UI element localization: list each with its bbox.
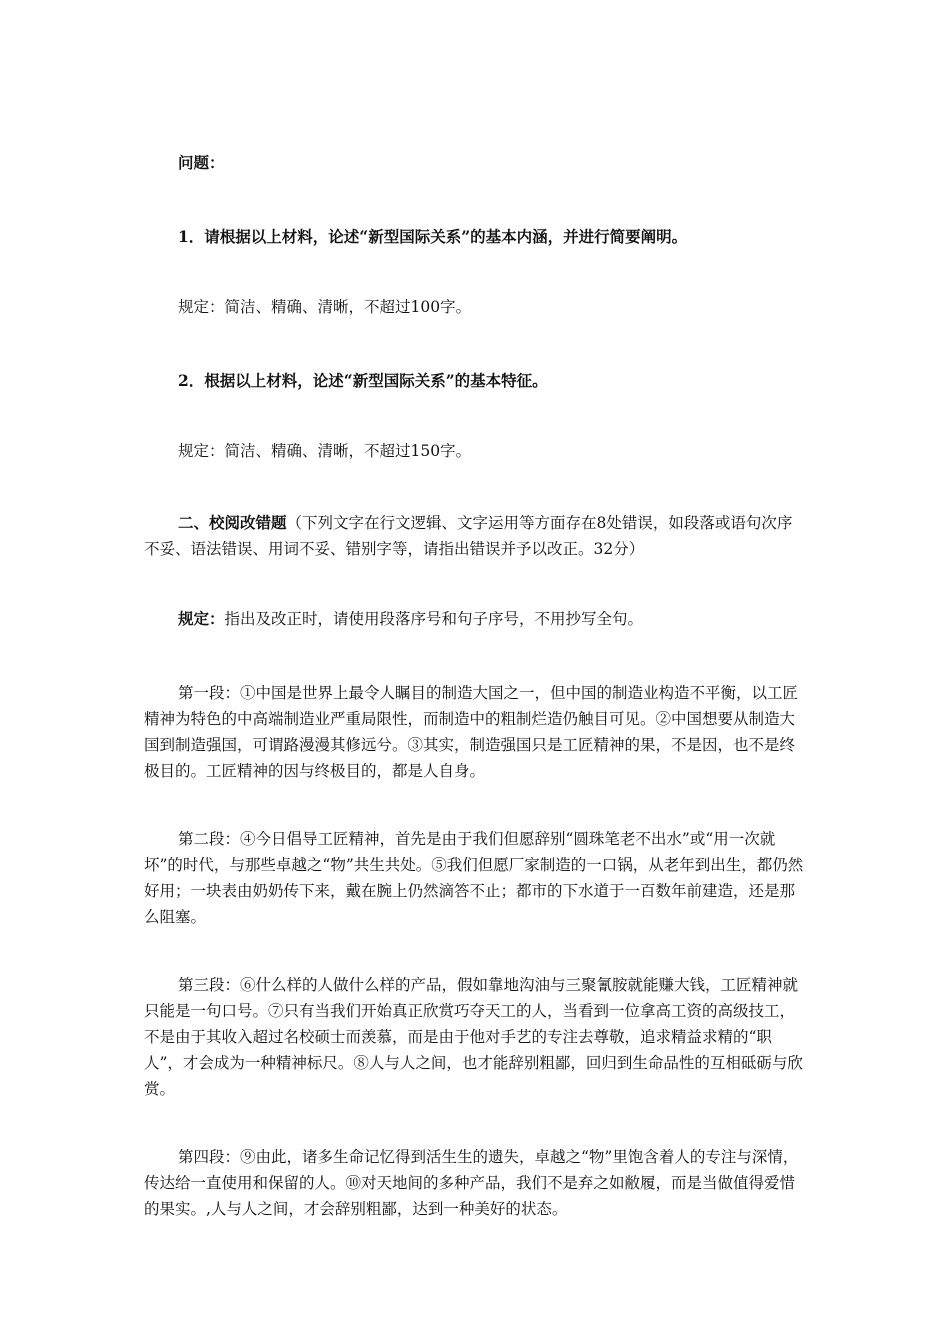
questions-heading: 问题：: [178, 153, 225, 172]
passage-paragraph-3: 第三段：⑥什么样的人做什么样的产品，假如靠地沟油与三聚氰胺就能赚大钱，工匠精神就只能是一句口号。⑦只有当我们开始真正欣赏巧夺天工的人，当看到一位拿高工资的高级技工，不是由于其收入超过名校硕士而羡慕，而是由于他对手艺的专注去尊敬，追求精益求精的“职人”，才会成为一种精神标尺。⑧人与人之间，也才能辞别粗鄙，回归到生命品性的互相砥砺与欣赏。: [144, 976, 803, 1098]
passage-paragraph-2: 第二段：④今日倡导工匠精神，首先是由于我们但愿辞别“圆珠笔老不出水”或“用一次就坏”的时代，与那些卓越之“物”共生共处。⑤我们但愿厂家制造的一口锅，从老年到出生，都仍然好用；一块表由奶奶传下来，戴在腕上仍然滴答不止；都市的下水道于一百数年前建造，还是那么阻塞。: [144, 830, 804, 926]
section-2-heading: [144, 510, 806, 562]
question-1-requirement: 规定：简洁、精确、清晰，不超过100字。: [178, 298, 472, 316]
passage-paragraph-1: 第一段：①中国是世界上最令人瞩目的制造大国之一，但中国的制造业构造不平衡，以工匠精神为特色的中高端制造业严重局限性，而制造中的粗制烂造仍触目可见。②中国想要从制造大国到制造强国，可谓路漫漫其修远兮。③其实，制造强国只是工匠精神的果，不是因，也不是终极目的。工匠精神的因与终极目的，都是人自身。: [144, 684, 799, 780]
rule-label: 规定：: [178, 609, 225, 628]
passage-paragraph-4: 第四段：⑨由此，诸多生命记忆得到活生生的遗失，卓越之“物”里饱含着人的专注与深情，传达给一直使用和保留的人。⑩对天地间的多种产品，我们不是弃之如敝履，而是当做值得爱惜的果实。,人与人之间，才会辞别粗鄙，达到一种美好的状态。: [144, 1148, 799, 1218]
rule-line: [144, 606, 806, 632]
section-2-title: 二、校阅改错题: [178, 513, 287, 532]
section-2-instructions: （下列文字在行文逻辑、文字运用等方面存在8处错误，如段落或语句次序不妥、语法错误、用词不妥、错别字等，请指出错误并予以改正。32分）: [144, 514, 793, 558]
question-1: 1．请根据以上材料，论述“新型国际关系”的基本内涵，并进行简要阐明。: [178, 227, 688, 246]
question-2: 2．根据以上材料，论述“新型国际关系”的基本特征。: [178, 371, 548, 390]
question-2-requirement: 规定：简洁、精确、清晰，不超过150字。: [178, 442, 472, 460]
rule-text: 指出及改正时，请使用段落序号和句子序号，不用抄写全句。: [224, 610, 644, 628]
